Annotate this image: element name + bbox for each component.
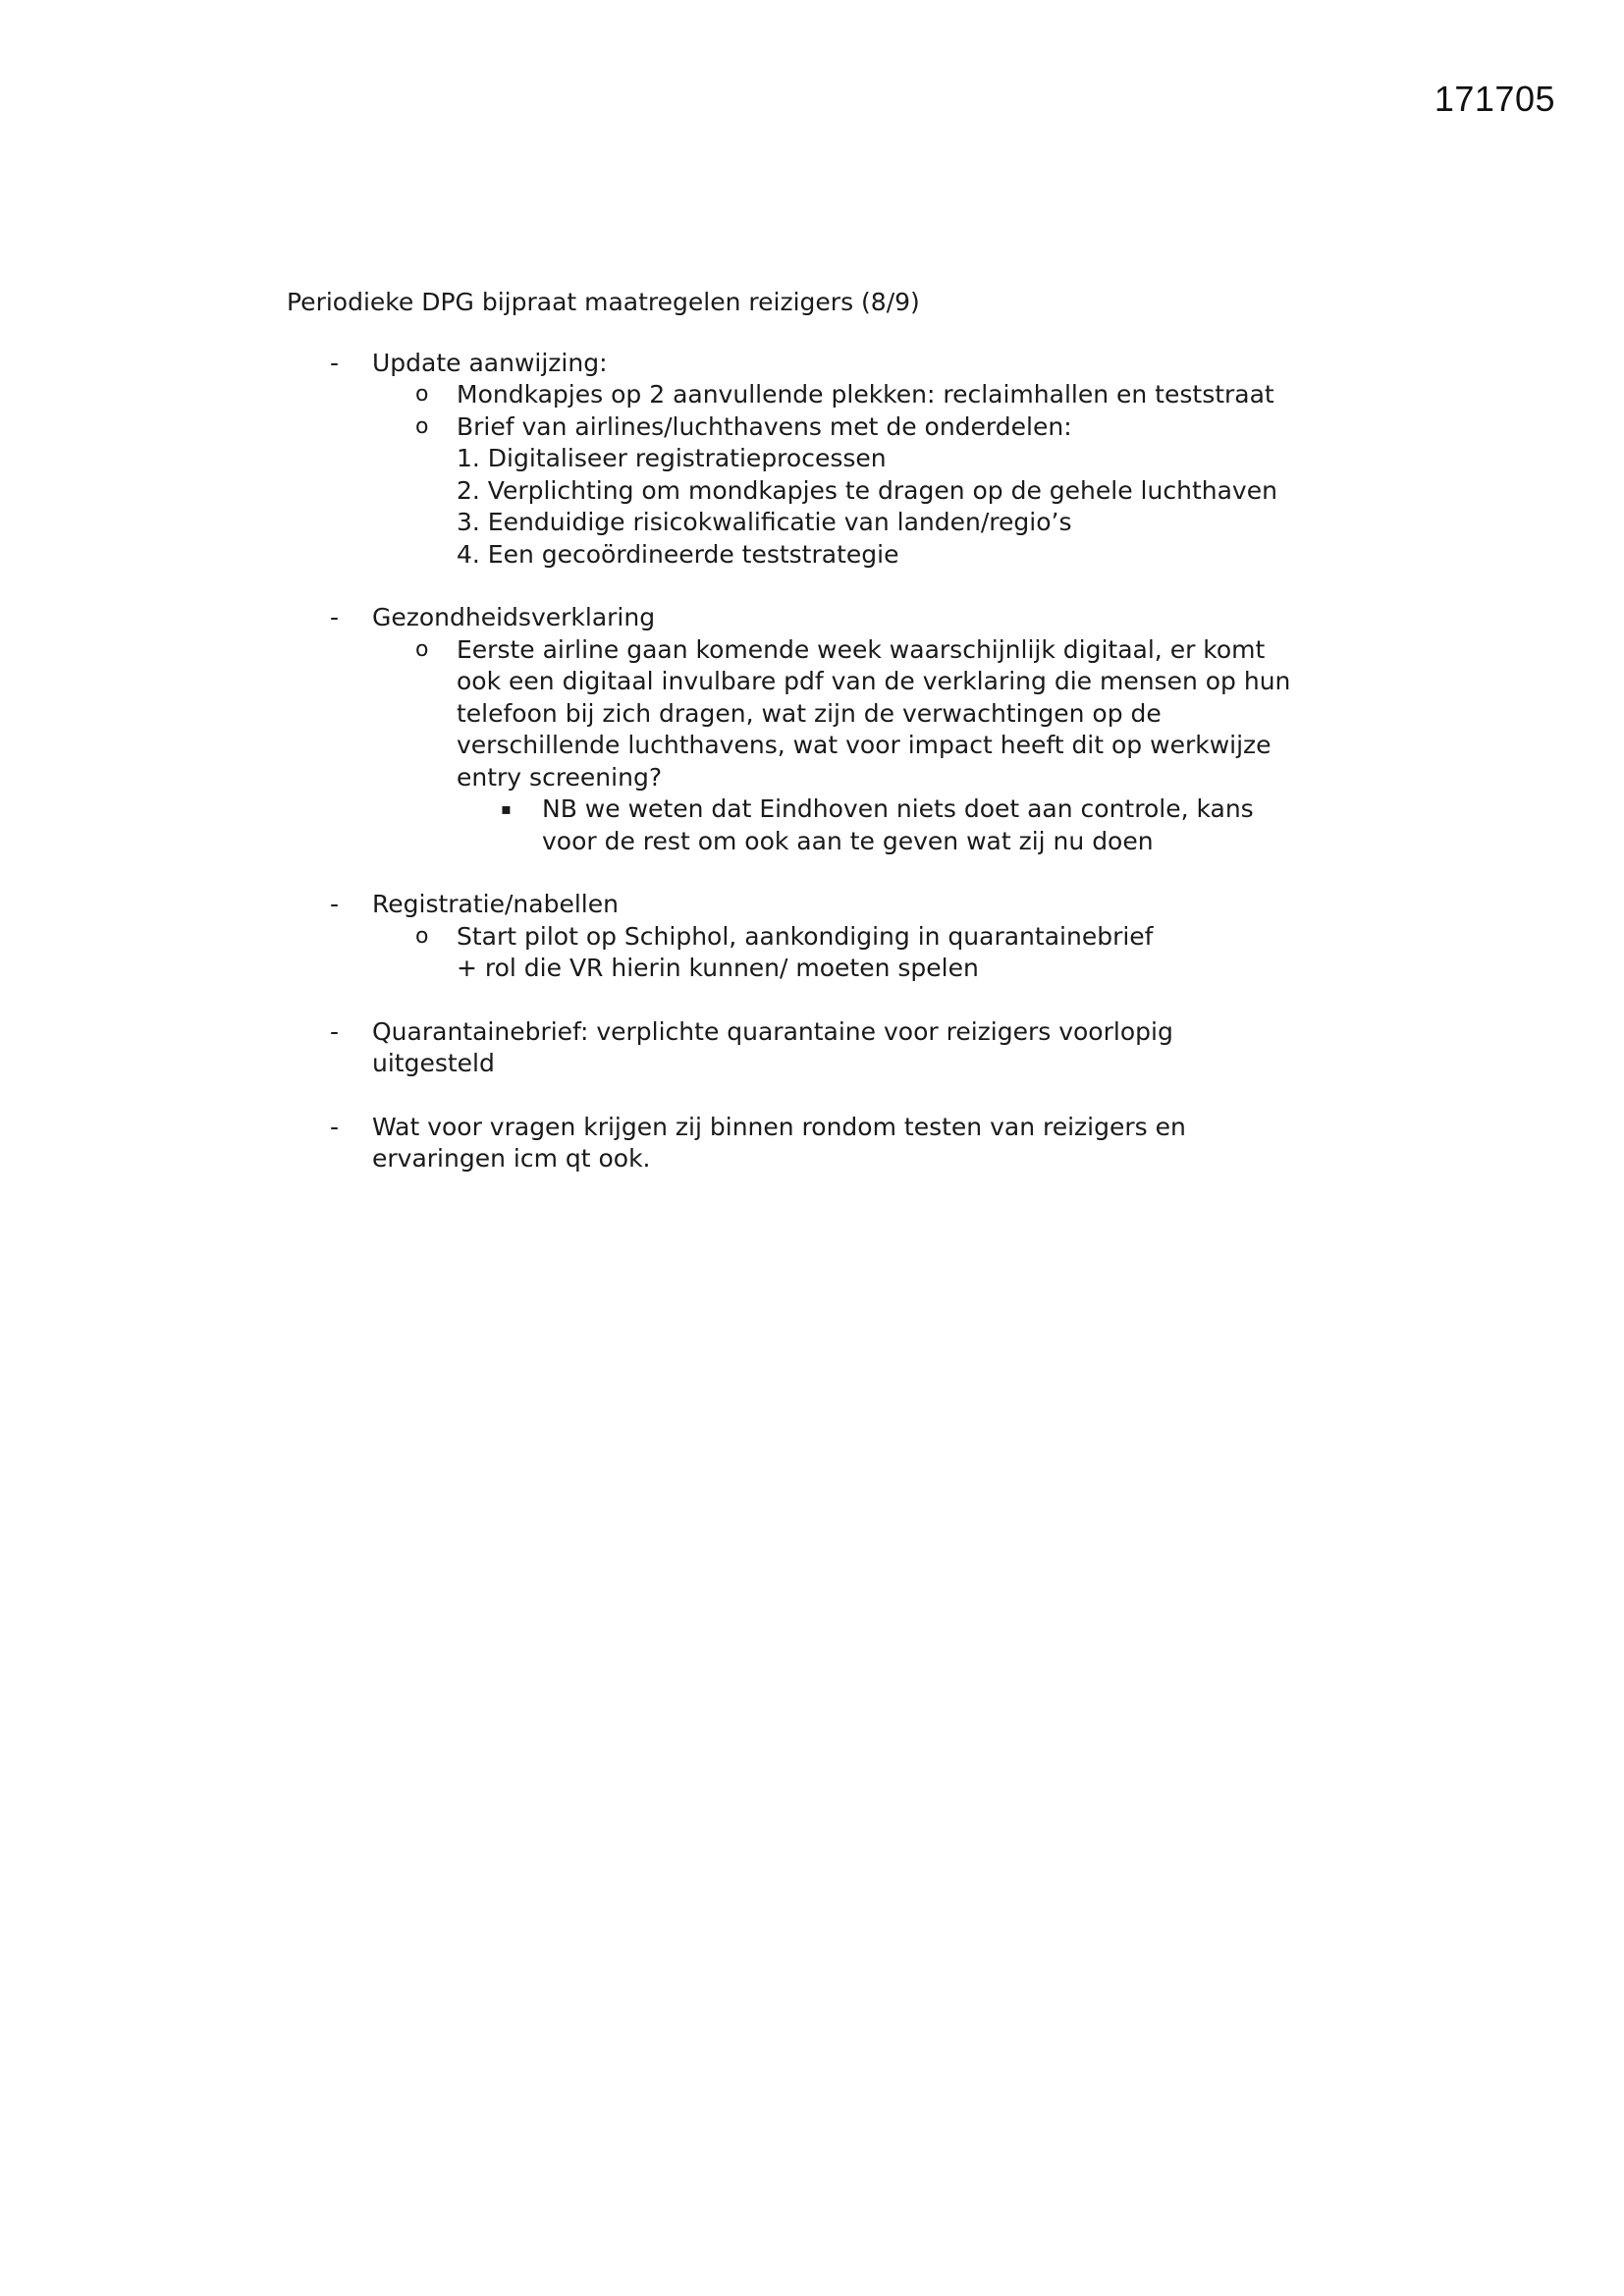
sub-sub-item [501,793,1367,857]
circle-bullet-icon: o [415,636,429,662]
sub-item-text: Brief van airlines/luchthavens met de onderdelen: [457,411,1072,441]
section-heading: Gezondheidsverklaring [372,603,656,631]
dash-bullet: - [330,890,340,918]
dash-bullet: - [330,1112,340,1141]
square-bullet-icon: ▪ [501,799,512,818]
sub-item [415,921,1367,985]
section-gezondheidsverklaring [287,602,1367,857]
dash-bullet: - [330,603,340,631]
numbered-item: 4. Een gecoördineerde teststrategie [457,539,899,569]
sub-item-line: Eerste airline gaan komende week waarschijnlijk digitaal, er komt [457,634,1266,664]
sub-item [415,411,1367,444]
sub-item-line: entry screening? [457,762,663,792]
numbered-item: 2. Verplichting om mondkapjes te dragen op de gehele luchthaven [457,475,1277,505]
section-update-aanwijzing [287,348,1367,572]
section-line: uitgesteld [372,1049,495,1077]
section-registratie-nabellen [287,889,1367,985]
sub-item-line: ook een digitaal invulbare pdf van de verklaring die mensen op hun [457,667,1291,695]
section-heading: Registratie/nabellen [372,890,619,918]
numbered-item: 3. Eenduidige risicokwalificatie van landen/regio’s [457,508,1072,536]
document-body [287,287,1367,1207]
section-line: Quarantainebrief: verplichte quarantaine voor reizigers voorlopig [372,1016,1173,1046]
section-heading: Update aanwijzing: [372,348,608,377]
document-number: 171705 [1434,79,1555,119]
circle-bullet-icon: o [415,923,429,949]
sub-item [415,634,1367,794]
sub-item-line: verschillende luchthavens, wat voor impact heeft dit op werkwijze [457,731,1272,759]
sub-item-line: + rol die VR hierin kunnen/ moeten spelen [457,954,979,982]
section-quarantainebrief [287,1016,1367,1080]
dash-bullet: - [330,1016,340,1046]
dash-bullet: - [330,348,340,377]
sub-item [415,379,1367,411]
section-line: ervaringen icm qt ook. [372,1144,651,1173]
sub-sub-item-line: NB we weten dat Eindhoven niets doet aan controle, kans [542,794,1254,823]
document-title: Periodieke DPG bijpraat maatregelen reizigers (8/9) [287,288,920,316]
circle-bullet-icon: o [415,382,429,407]
sub-item-text: Mondkapjes op 2 aanvullende plekken: reclaimhallen en teststraat [457,380,1274,409]
sub-item-line: telefoon bij zich dragen, wat zijn de verwachtingen op de [457,698,1162,728]
section-line: Wat voor vragen krijgen zij binnen rondom testen van reizigers en [372,1112,1186,1141]
sub-sub-item-line: voor de rest om ook aan te geven wat zij nu doen [542,826,1154,855]
numbered-item: 1. Digitaliseer registratieprocessen [457,444,887,472]
section-vragen [287,1112,1367,1175]
circle-bullet-icon: o [415,413,429,439]
sub-item-line: Start pilot op Schiphol, aankondiging in quarantainebrief [457,921,1154,951]
